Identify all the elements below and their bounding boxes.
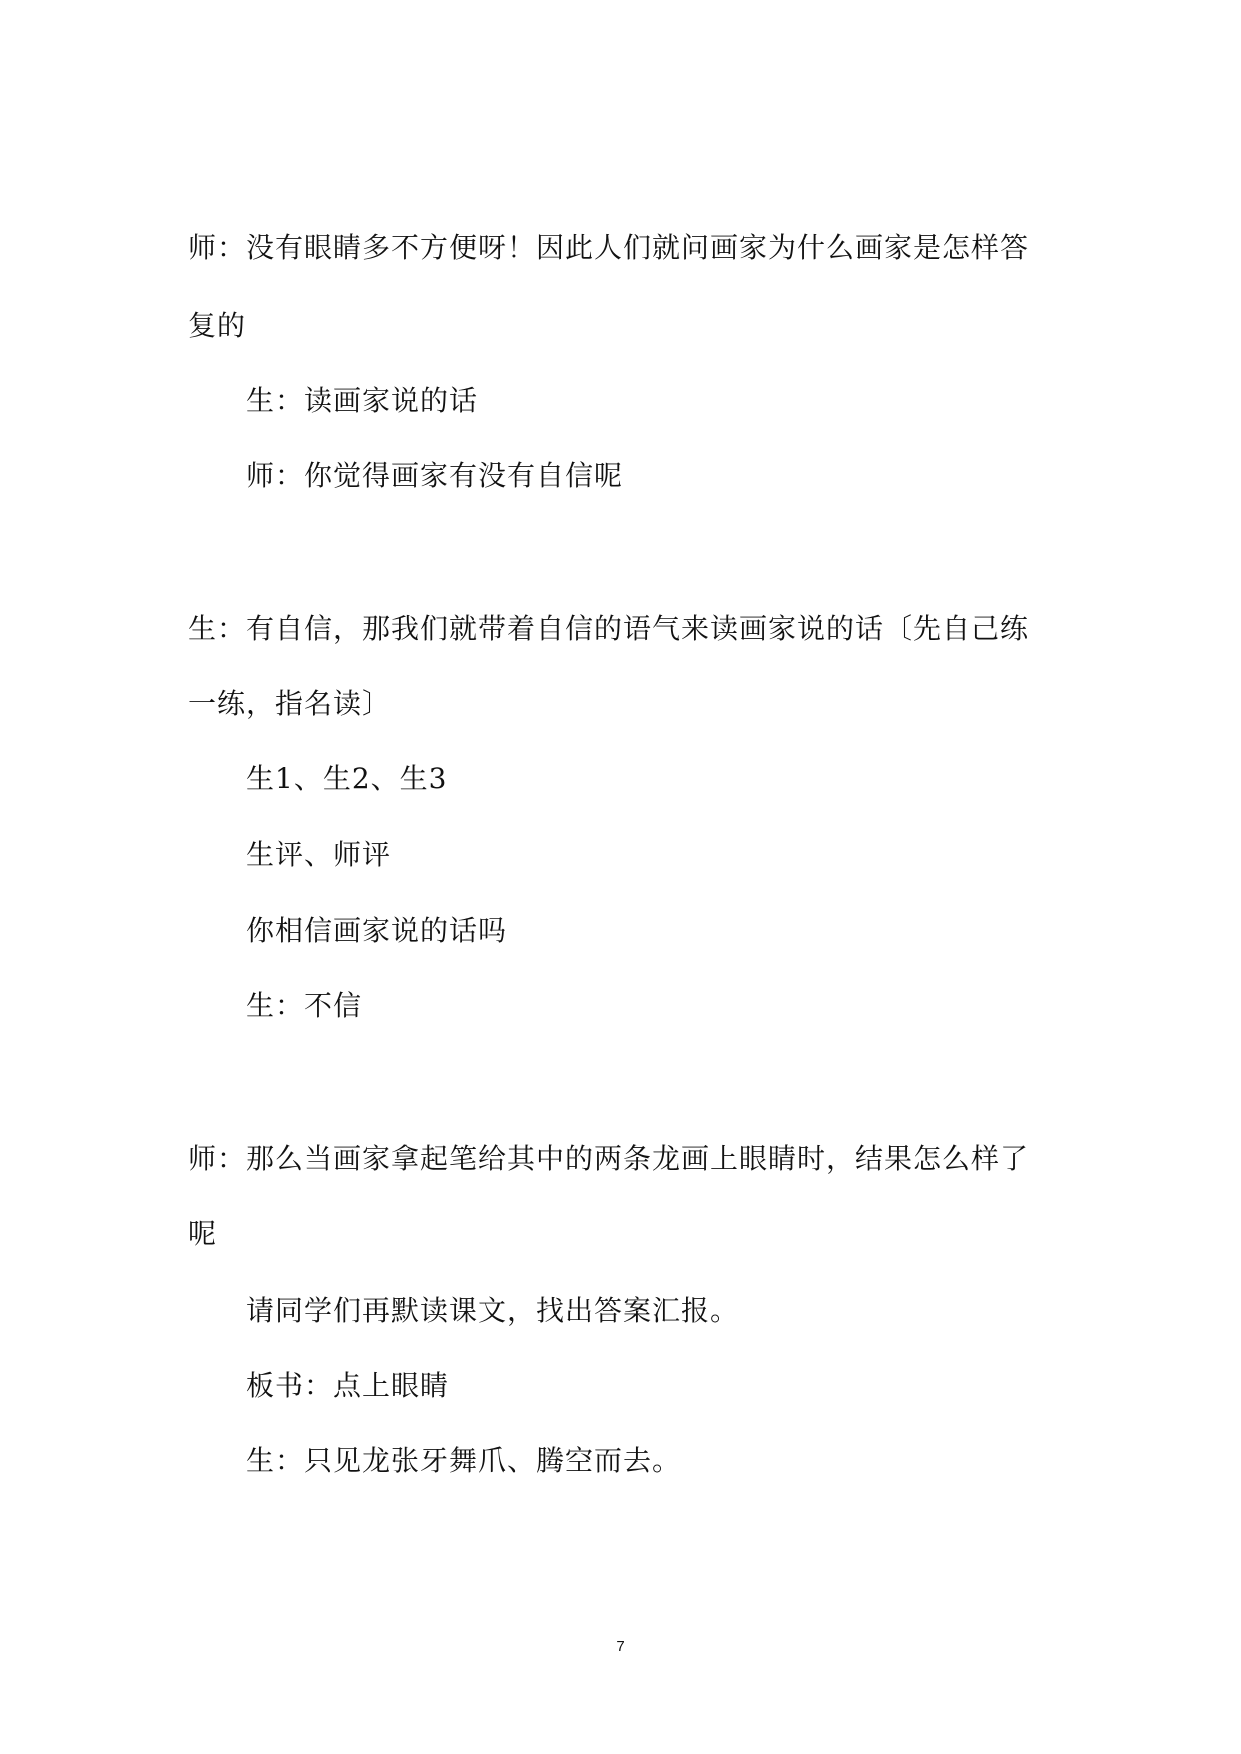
paragraph-1-line-2: 复的 — [188, 309, 247, 342]
page-number: 7 — [616, 1638, 625, 1655]
paragraph-6: 生评、师评 — [246, 838, 392, 871]
paragraph-10: 请同学们再默读课文，找出答案汇报。 — [246, 1294, 740, 1327]
paragraph-4-line-2: 一练，指名读〕 — [188, 687, 392, 720]
paragraph-11: 板书：点上眼睛 — [246, 1369, 450, 1402]
paragraph-9-line-1: 师：那么当画家拿起笔给其中的两条龙画上眼睛时，结果怎么样了 — [188, 1142, 1030, 1175]
paragraph-9-line-2: 呢 — [188, 1217, 218, 1250]
paragraph-5: 生1、生2、生3 — [246, 762, 448, 795]
paragraph-4-line-1: 生：有自信，那我们就带着自信的语气来读画家说的话〔先自己练 — [188, 612, 1030, 645]
paragraph-12: 生：只见龙张牙舞爪、腾空而去。 — [246, 1444, 682, 1477]
paragraph-1-line-1: 师：没有眼睛多不方便呀！因此人们就问画家为什么画家是怎样答 — [188, 231, 1030, 264]
paragraph-8: 生：不信 — [246, 989, 363, 1022]
paragraph-2: 生：读画家说的话 — [246, 384, 479, 417]
paragraph-7: 你相信画家说的话吗 — [246, 914, 508, 947]
paragraph-3: 师：你觉得画家有没有自信呢 — [246, 459, 624, 492]
